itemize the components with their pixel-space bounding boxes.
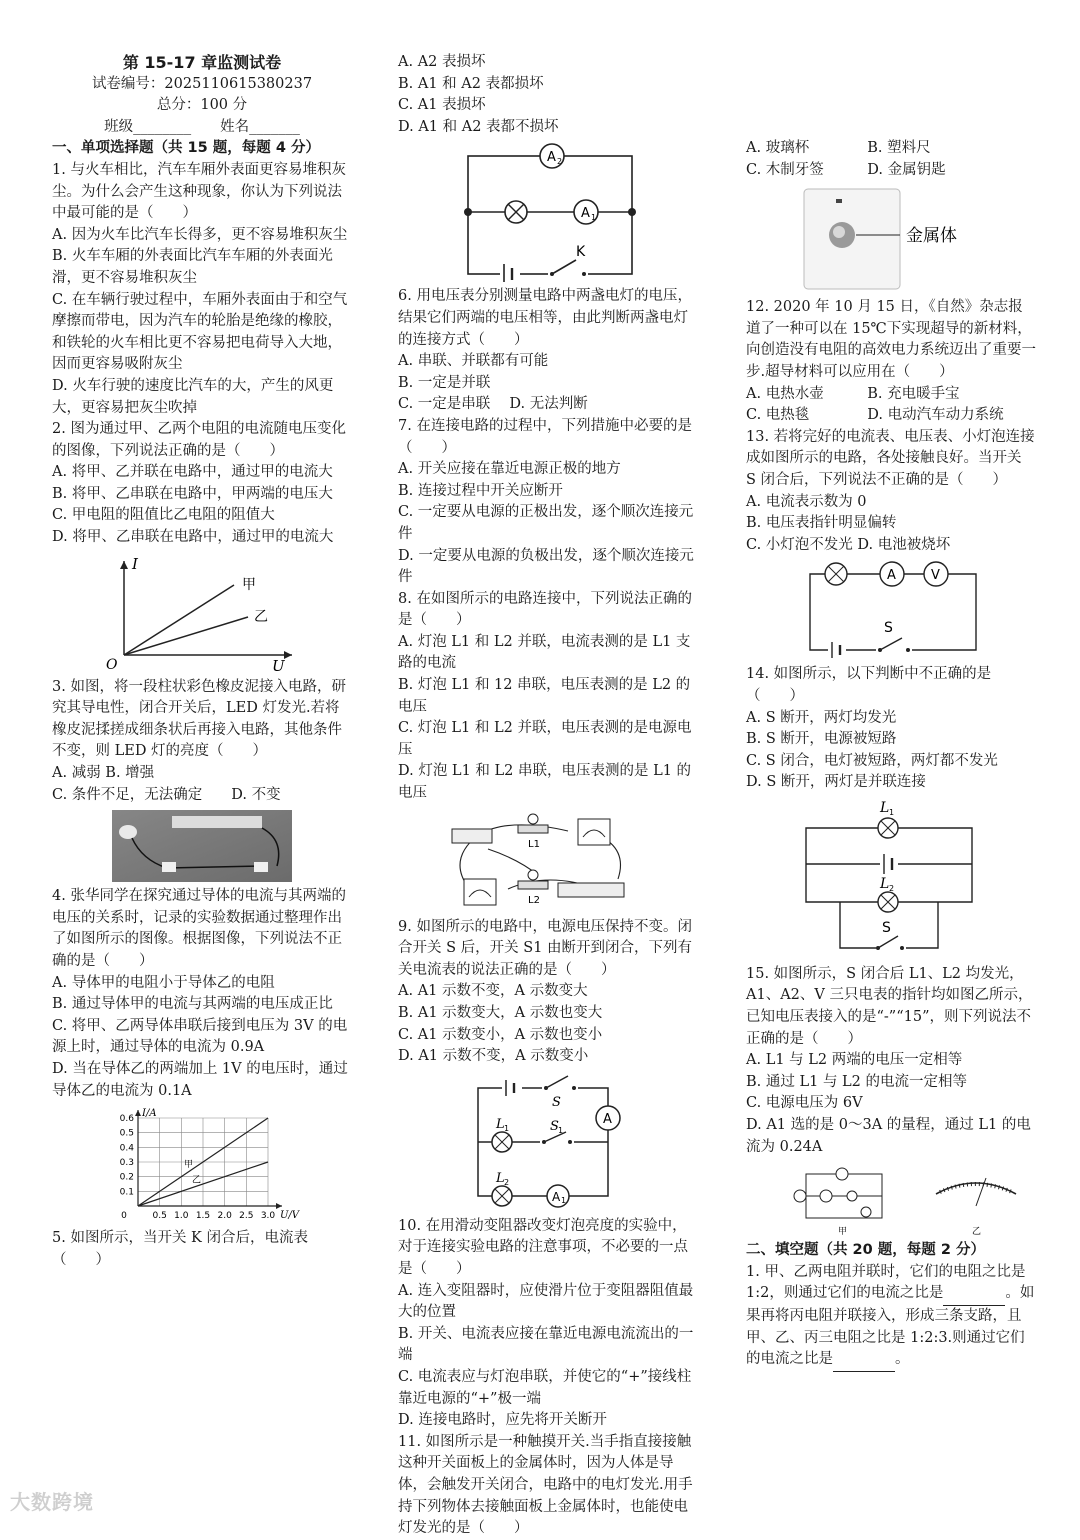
svg-text:K: K	[576, 244, 586, 261]
q4-x-tick-label: 0.5	[152, 1211, 167, 1222]
q14-option-c: C. S 闭合，电灯被短路，两灯都不发光	[746, 752, 998, 769]
metal-label: 金属体	[906, 226, 957, 247]
q12-option-cd: C. 电热毯 D. 电动汽车动力系统	[746, 407, 1004, 424]
total-score: 总分：100 分	[156, 97, 248, 114]
q2-option-a: A. 将甲、乙并联在电路中，通过甲的电流大	[52, 464, 333, 481]
q6-stem: 6. 用电压表分别测量电路中两盏电灯的电压，结果它们两端的电压相等，由此判断两盏电灯的连接方式（ ）	[398, 288, 692, 348]
q4-stem: 4. 张华同学在探究通过导体的电流与其两端的电压的关系时，记录的实验数据通过整理作出了如图所示的图像。根据图像，下列说法不正确的是（ ）	[52, 888, 346, 969]
q11-stem: 11. 如图所示是一种触摸开关.当手指直接接触这种开关面板上的金属体时，因为人体是导体，会触发开关闭合，电路中的电灯发光.用手持下列物体去接触面板上金属体时，也能使电灯发光的是（ ）	[398, 1433, 693, 1537]
q4-option-c: C. 将甲、乙两导体串联后接到电压为 3V 的电源上时，通过导体的电流为 0.9A	[52, 1017, 348, 1056]
q13-option-b: B. 电压表指针明显偏转	[746, 515, 897, 532]
q13-option-cd: C. 小灯泡不发光 D. 电池被烧坏	[746, 536, 951, 553]
q8-lamp-l1	[518, 825, 548, 833]
q2-iu-graph	[102, 553, 302, 673]
q10-option-d: D. 连接电路时，应先将开关断开	[398, 1412, 607, 1429]
q4-x-tick-label: 0	[121, 1211, 127, 1222]
q14-option-d: D. S 断开，两灯是并联连接	[746, 774, 926, 791]
q7-stem: 7. 在连接电路的过程中，下列措施中必要的是（ ）	[398, 417, 692, 456]
q12-option-ab: A. 电热水壶 B. 充电暖手宝	[746, 385, 960, 402]
q4-option-a: A. 导体甲的电阻小于导体乙的电阻	[52, 974, 275, 991]
q2-x-axis-label: U	[272, 656, 285, 673]
q15-figures	[786, 1162, 1076, 1236]
q12-stem: 12. 2020 年 10 月 15 日，《自然》杂志报道了一种可以在 15℃下实现超导的新材料，向创造没有电阻的高效电力系统迈出了重要一步.超导材料可以应用在（ ）	[746, 299, 1036, 380]
q6-option-cd: C. 一定是串联 D. 无法判断	[398, 396, 588, 413]
q11-option-ab: A. 玻璃杯 B. 塑料尺	[746, 140, 931, 156]
svg-text:S: S	[884, 620, 893, 637]
svg-text:1: 1	[504, 1123, 510, 1133]
q11-option-cd: C. 木制牙签 D. 金属钥匙	[746, 161, 946, 178]
fill-1-end: 。	[895, 1351, 910, 1368]
q4-series-label: 甲	[184, 1159, 194, 1170]
fill-1	[746, 1262, 1036, 1372]
q8-voltmeter	[464, 879, 496, 905]
class-name-line: 班级________ 姓名_______	[104, 118, 300, 135]
q5-option-c: C. A1 表损坏	[398, 97, 486, 114]
q6-option-a: A. 串联、并联都有可能	[398, 353, 549, 370]
q3-stem: 3. 如图，将一段柱状彩色橡皮泥接入电路，研究其导电性，闭合开关后，LED 灯发光.若将橡皮泥揉搓成细条状后再接入电路，其他条件不变，则 LED 灯的亮度（ ）	[52, 678, 346, 760]
fill-1-part2: 。如果再将丙电阻并联接入，形成三条支路，且甲、乙、丙三电阻之比是 1:2:3.则通过它们的电流之比是	[746, 1285, 1035, 1368]
q2-option-b: B. 将甲、乙串联在电路中，甲两端的电压大	[52, 485, 333, 502]
q4-y-tick-label: 0.6	[119, 1114, 134, 1125]
svg-text:S: S	[552, 1094, 561, 1110]
q1-stem: 1. 与火车相比，汽车车厢外表面更容易堆积灰尘。为什么会产生这种现象，你认为下列说法中最可能的是（ ）	[52, 161, 346, 222]
q10-stem: 10. 在用滑动变阻器改变灯泡亮度的实验中，对于连接实验电路的注意事项，不必要的一点是（ ）	[398, 1217, 688, 1277]
q15-stem: 15. 如图所示，S 闭合后 L1、L2 均发光，A1、A2、V 三只电表的指针均如图乙所示，已知电压表接入的是“-”“15”，则下列说法不正确的是（ ）	[746, 965, 1033, 1047]
svg-text:A: A	[887, 568, 896, 584]
q15-option-c: C. 电源电压为 6V	[746, 1095, 863, 1112]
q5-stem: 5. 如图所示，当开关 K 闭合后，电流表（ ）	[52, 1230, 308, 1268]
column-2	[398, 52, 698, 1540]
svg-text:L1: L1	[528, 838, 540, 850]
q4-series-label: 乙	[192, 1175, 202, 1186]
q2-yi-label: 乙	[254, 608, 268, 625]
q7-option-c: C. 一定要从电源的正极出发，逐个顺次连接元件	[398, 504, 694, 542]
q8-switch	[452, 829, 492, 843]
svg-text:A: A	[603, 1111, 612, 1127]
q8-option-a: A. 灯泡 L1 和 L2 并联，电流表测的是 L1 支路的电流	[398, 633, 691, 672]
q9-option-d: D. A1 示数不变，A 示数变小	[398, 1048, 589, 1065]
q8-option-d: D. 灯泡 L1 和 L2 串联，电压表测的是 L1 的电压	[398, 763, 692, 802]
q3-option-cd: C. 条件不足，无法确定 D. 不变	[52, 786, 281, 803]
q4-y-axis-label: I/A	[142, 1108, 157, 1120]
q8-stem: 8. 在如图所示的电路连接中，下列说法正确的是（ ）	[398, 590, 692, 629]
q1-option-c: C. 在车辆行驶过程中，车厢外表面由于和空气摩擦而带电，因为汽车的轮胎是绝缘的橡胶，和铁轮的火车相比更不容易把电荷导入大地，因而更容易吸附灰尘	[52, 291, 348, 373]
q8-battery-box	[558, 883, 624, 897]
svg-text:2: 2	[504, 1177, 510, 1187]
q10-option-c: C. 电流表应与灯泡串联，并使它的“+”接线柱靠近电源的“+”极一端	[398, 1368, 692, 1407]
q3-plasticine-circuit-photo	[112, 810, 292, 882]
q8-physical-circuit	[448, 809, 648, 913]
q4-y-arrow	[135, 1110, 141, 1116]
q14-circuit-diagram	[796, 798, 986, 960]
q2-line-yi	[124, 617, 248, 655]
svg-text:L: L	[496, 1116, 505, 1132]
q13-circuit-diagram	[796, 560, 986, 660]
q15-label-jia: 甲	[838, 1227, 848, 1237]
fill-1-blank-2[interactable]	[833, 1349, 895, 1372]
section-2-heading: 二、填空题（共 20 题，每题 2 分）	[746, 1242, 985, 1259]
q7-option-a: A. 开关应接在靠近电源正极的地方	[398, 461, 621, 478]
q2-origin-label: O	[106, 656, 118, 673]
q4-option-b: B. 通过导体甲的电流与其两端的电压成正比	[52, 996, 333, 1013]
q4-y-tick-label: 0.1	[119, 1187, 134, 1198]
svg-text:A: A	[552, 1189, 561, 1204]
watermark-logo: 大数跨境	[10, 1490, 94, 1514]
svg-text:2: 2	[889, 883, 895, 893]
q5-option-a: A. A2 表损坏	[398, 54, 486, 70]
svg-text:L2: L2	[528, 894, 540, 906]
svg-text:L: L	[496, 1170, 505, 1186]
q11-touch-switch-photo	[796, 185, 996, 293]
q15-option-b: B. 通过 L1 与 L2 的电流一定相等	[746, 1073, 968, 1090]
q4-x-tick-label: 2.0	[217, 1211, 232, 1222]
q4-x-tick-label: 3.0	[260, 1211, 276, 1222]
q6-option-b: B. 一定是并联	[398, 374, 491, 391]
q2-option-d: D. 将甲、乙串联在电路中，通过甲的电流大	[52, 529, 334, 546]
q2-line-jia	[124, 585, 234, 655]
q7-option-b: B. 连接过程中开关应断开	[398, 482, 563, 499]
q15-meter-dial-yi	[936, 1178, 1016, 1206]
q2-jia-label: 甲	[242, 576, 256, 593]
section-1-heading: 一、单项选择题（共 15 题，每题 4 分）	[52, 140, 320, 157]
q9-circuit-diagram	[458, 1072, 638, 1212]
q8-lamp-l2	[518, 881, 548, 889]
q2-option-c: C. 甲电阻的阻值比乙电阻的阻值大	[52, 507, 275, 524]
svg-text:A: A	[581, 206, 590, 222]
svg-text:2: 2	[557, 157, 563, 167]
q13-stem: 13. 若将完好的电流表、电压表、小灯泡连接成如图所示的电路，各处接触良好。当开关 S 闭合后，下列说法不正确的是（ ）	[746, 428, 1035, 488]
q4-x-tick-label: 1.0	[174, 1211, 189, 1222]
svg-text:S: S	[882, 919, 891, 936]
svg-text:L: L	[880, 875, 890, 892]
q9-stem: 9. 如图所示的电路中，电源电压保持不变。闭合开关 S 后，开关 S1 由断开到闭合，下列有关电流表的说法正确的是（ ）	[398, 918, 693, 978]
q9-option-a: A. A1 示数不变，A 示数变大	[398, 983, 588, 1000]
q2-stem: 2. 图为通过甲、乙两个电阻的电流随电压变化的图像，下列说法正确的是（ ）	[52, 421, 346, 459]
q14-option-b: B. S 断开，电源被短路	[746, 731, 897, 748]
svg-text:V: V	[931, 568, 940, 584]
svg-text:L: L	[880, 799, 890, 816]
svg-text:1: 1	[558, 1125, 564, 1135]
q1-option-d: D. 火车行驶的速度比汽车的大，产生的风更大，更容易把灰尘吹掉	[52, 377, 334, 416]
svg-text:S: S	[550, 1118, 559, 1134]
q4-iu-chart	[102, 1106, 302, 1224]
q4-x-tick-label: 2.5	[239, 1211, 254, 1222]
q5-circuit-diagram	[448, 142, 648, 282]
svg-text:A: A	[547, 150, 556, 166]
q4-y-tick-label: 0.3	[119, 1158, 134, 1169]
page-title: 第 15-17 章监测试卷	[122, 53, 282, 72]
fill-1-part1: 1. 甲、乙两电阻并联时，它们的电阻之比是 1:2，则通过它们的电流之比是	[746, 1263, 1026, 1302]
q9-option-b: B. A1 示数变大，A 示数也变大	[398, 1005, 603, 1021]
column-3	[746, 52, 1036, 1372]
q14-stem: 14. 如图所示，以下判断中不正确的是（ ）	[746, 666, 992, 704]
q4-y-tick-label: 0.5	[119, 1128, 134, 1139]
q15-option-a: A. L1 与 L2 两端的电压一定相等	[746, 1052, 963, 1069]
q3-option-ab: A. 减弱 B. 增强	[52, 765, 155, 782]
q8-option-b: B. 灯泡 L1 和 12 串联，电压表测的是 L2 的电压	[398, 677, 691, 715]
q4-x-tick-label: 1.5	[195, 1211, 211, 1222]
q4-x-arrow	[276, 1203, 282, 1209]
q13-option-a: A. 电流表示数为 0	[746, 493, 867, 510]
q5-option-b: B. A1 和 A2 表都损坏	[398, 75, 544, 92]
svg-text:1: 1	[889, 807, 895, 817]
q9-option-c: C. A1 示数变小，A 示数也变小	[398, 1026, 603, 1043]
svg-text:1: 1	[561, 1195, 567, 1205]
q1-option-b: B. 火车车厢的外表面比汽车车厢的外表面光滑，更不容易堆积灰尘	[52, 248, 333, 286]
q8-ammeter	[578, 819, 610, 845]
q14-option-a: A. S 断开，两灯均发光	[746, 709, 897, 726]
q4-y-tick-label: 0.4	[119, 1143, 134, 1154]
q4-x-axis-label: U/V	[280, 1210, 300, 1222]
q4-y-tick-label: 0.2	[119, 1172, 134, 1183]
q10-option-b: B. 开关、电流表应接在靠近电源电流流出的一端	[398, 1325, 694, 1364]
q1-option-a: A. 因为火车比汽车长得多，更不容易堆积灰尘	[52, 226, 348, 243]
paper-number: 试卷编号：2025110615380237	[91, 75, 313, 92]
q8-option-c: C. 灯泡 L1 和 L2 并联，电压表测的是电源电压	[398, 720, 692, 758]
q10-option-a: A. 连入变阻器时，应使滑片位于变阻器阻值最大的位置	[398, 1282, 694, 1321]
column-1	[52, 52, 352, 1271]
q5-option-d: D. A1 和 A2 表都不损坏	[398, 118, 559, 135]
q15-label-yi: 乙	[972, 1227, 982, 1237]
q4-option-d: D. 当在导体乙的两端加上 1V 的电压时，通过导体乙的电流为 0.1A	[52, 1060, 348, 1099]
q7-option-d: D. 一定要从电源的负极出发，逐个顺次连接元件	[398, 547, 694, 586]
q2-y-axis-label: I	[132, 554, 138, 573]
fill-1-blank-1[interactable]	[943, 1283, 1005, 1306]
q15-option-d: D. A1 选的是 0～3A 的量程，通过 L1 的电流为 0.24A	[746, 1117, 1031, 1155]
svg-text:1: 1	[591, 213, 597, 223]
